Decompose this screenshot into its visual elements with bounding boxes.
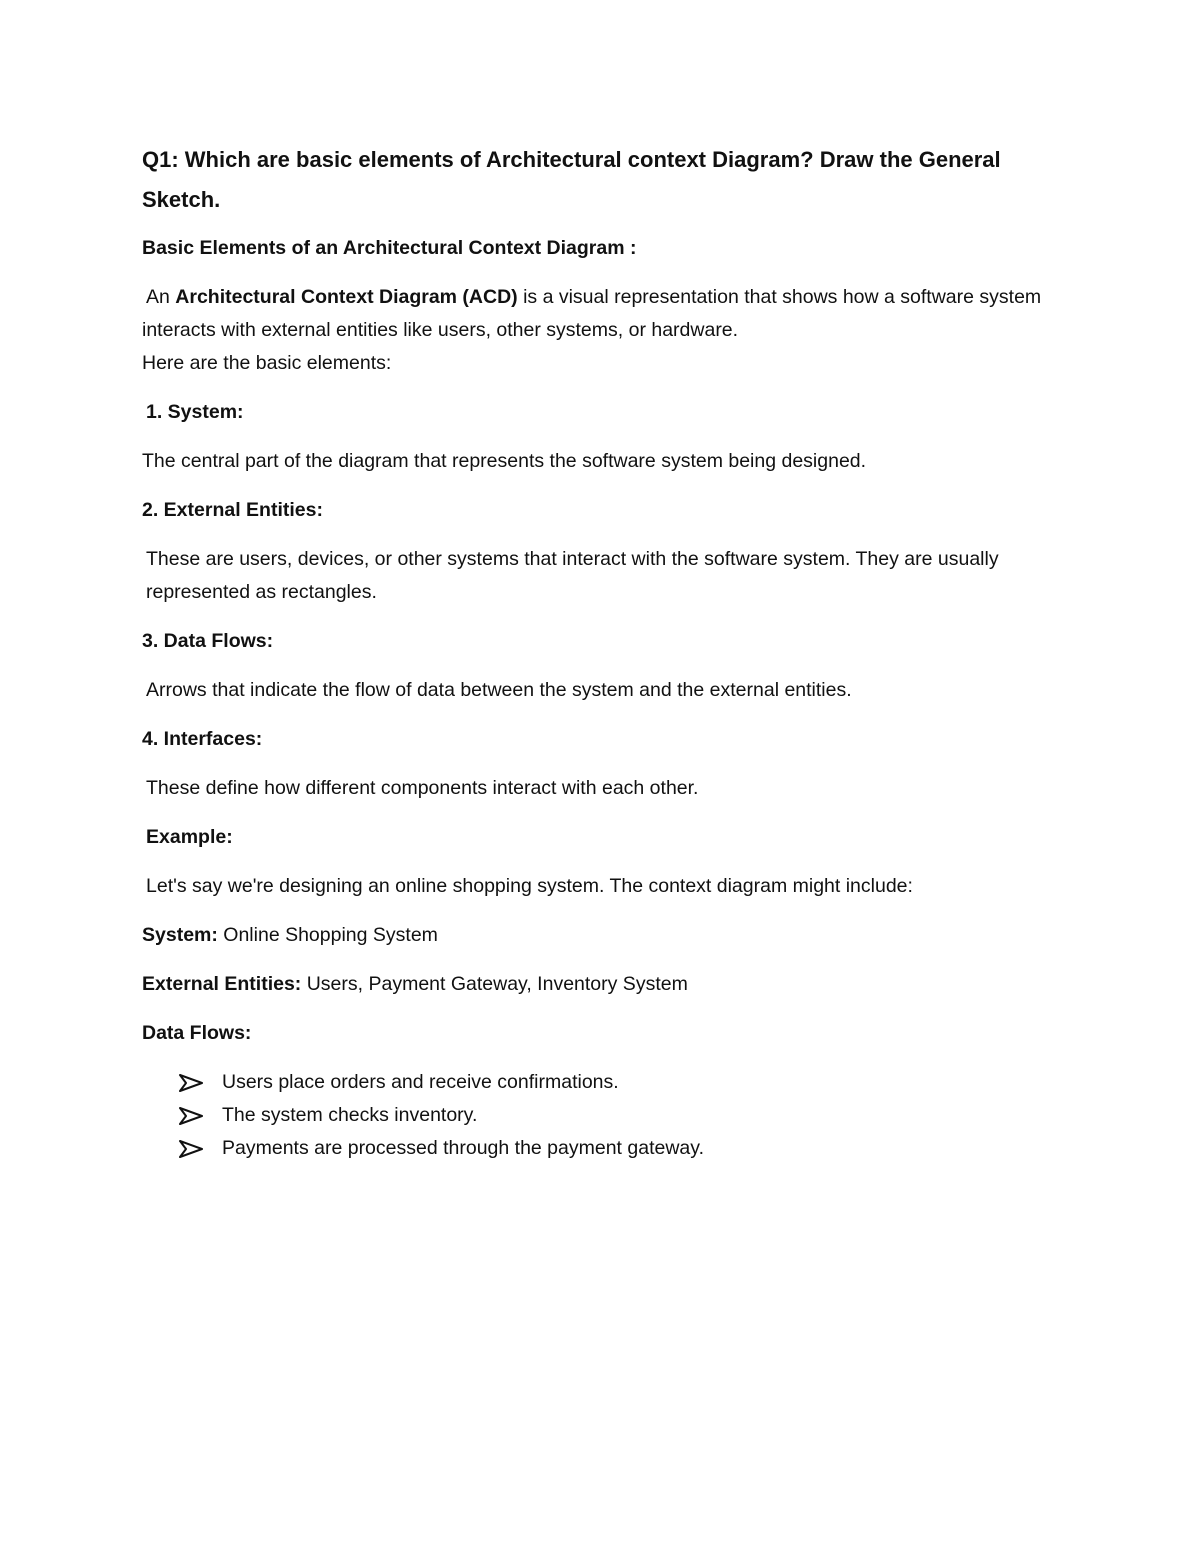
list-item — [142, 1132, 1072, 1165]
intro-term: Architectural Context Diagram (ACD) — [175, 286, 518, 308]
element-text-system: The central part of the diagram that represents the software system being designed. — [142, 450, 867, 472]
example-system-label: System: — [142, 924, 218, 946]
element-heading-interfaces: 4. Interfaces: — [142, 728, 263, 750]
section-subtitle: Basic Elements of an Architectural Context Diagram : — [142, 237, 637, 259]
example-entities-value: Users, Payment Gateway, Inventory System — [301, 973, 688, 995]
element-text-interfaces: These define how different components interact with each other. — [146, 777, 699, 799]
intro-rest: is a visual representation that shows how a software system interacts with external entities like users, other systems, or hardware. — [142, 286, 1042, 341]
example-heading: Example: — [146, 826, 233, 848]
document-content — [142, 140, 1072, 1165]
list-item-text: The system checks inventory. — [222, 1104, 478, 1126]
question-title: Q1: Which are basic elements of Architectural context Diagram? Draw the General Sketch. — [142, 147, 1001, 212]
example-system-value: Online Shopping System — [217, 924, 438, 946]
list-item — [142, 1066, 1072, 1099]
example-entities-line — [142, 968, 1072, 1001]
example-flows-label: Data Flows: — [142, 1022, 252, 1044]
element-heading-system: 1. System: — [146, 401, 244, 423]
intro-prefix: An — [146, 286, 176, 308]
list-item — [142, 1099, 1072, 1132]
example-system-line — [142, 919, 1072, 952]
list-item-text: Payments are processed through the payment gateway. — [222, 1137, 704, 1159]
element-text-data-flows: Arrows that indicate the flow of data between the system and the external entities. — [146, 679, 852, 701]
arrowhead-bullet-icon — [178, 1107, 206, 1125]
data-flows-list — [142, 1066, 1072, 1165]
intro-paragraph — [142, 281, 1072, 380]
intro-line2: Here are the basic elements: — [142, 352, 392, 374]
element-text-external-entities: These are users, devices, or other systems that interact with the software system. They are usually represented as rectangles. — [146, 548, 999, 603]
example-intro: Let's say we're designing an online shopping system. The context diagram might include: — [146, 875, 913, 897]
element-heading-data-flows: 3. Data Flows: — [142, 630, 274, 652]
list-item-text: Users place orders and receive confirmations. — [222, 1071, 619, 1093]
arrowhead-bullet-icon — [178, 1140, 206, 1158]
arrowhead-bullet-icon — [178, 1074, 206, 1092]
element-heading-external-entities: 2. External Entities: — [142, 499, 323, 521]
example-entities-label: External Entities: — [142, 973, 302, 995]
